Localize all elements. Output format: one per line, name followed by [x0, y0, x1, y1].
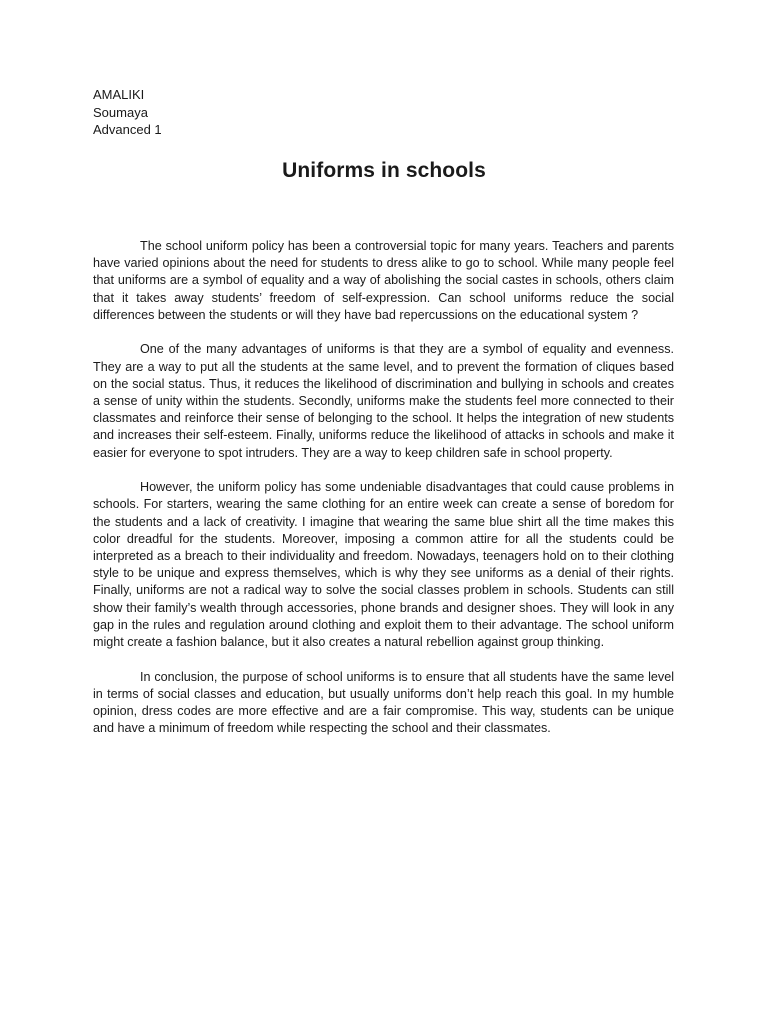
essay-body	[93, 238, 674, 755]
paragraph-conclusion: In conclusion, the purpose of school uniforms is to ensure that all students have the same level in terms of social classes and education, but usually uniforms don’t help reach this goal. In my humble opinion, dress codes are more effective and are a fair compromise. This way, students can be unique and have a minimum of freedom while respecting the school and their classmates.	[93, 669, 674, 736]
paragraph-advantages: One of the many advantages of uniforms is that they are a symbol of equality and evenness. They are a way to put all the students at the same level, and to prevent the formation of cliques based on the social status. Thus, it reduces the likelihood of discrimination and bullying in schools and creates a sense of unity within the students. Secondly, uniforms make the students feel more connected to their classmates and reinforce their sense of belonging to the school. It helps the integration of new students and increases their self-esteem. Finally, uniforms reduce the likelihood of attacks in schools and make it easier for everyone to spot intruders. They are a way to keep children safe in school property.	[93, 342, 674, 460]
author-header	[93, 86, 162, 139]
author-first-name: Soumaya	[93, 104, 148, 120]
document-title: Uniforms in schools	[282, 159, 486, 182]
class-level: Advanced 1	[93, 122, 162, 137]
paragraph-disadvantages: However, the uniform policy has some undeniable disadvantages that could cause problems in schools. For starters, wearing the same clothing for an entire week can create a sense of boredom for the students and a lack of creativity. I imagine that wearing the same blue shirt all the time makes this color dreadful for the students. Moreover, imposing a common attire for all the students could be interpreted as a breach to their individuality and freedom. Nowadays, teenagers hold on to their clothing style to be unique and express themselves, which is why they see uniforms as a denial of their rights. Finally, uniforms are not a radical way to solve the social classes problem in schools. Students can still show their family’s wealth through accessories, phone brands and designer shoes. They will look in any gap in the rules and regulation around clothing and exploit them to their advantage. The school uniform might create a fashion balance, but it also creates a natural rebellion against group thinking.	[93, 480, 674, 650]
paragraph-introduction: The school uniform policy has been a controversial topic for many years. Teachers and parents have varied opinions about the need for students to dress alike to go to school. While many people feel that uniforms are a symbol of equality and a way of abolishing the social castes in schools, others claim that it takes away students’ freedom of self-expression. Can school uniforms reduce the social differences between the students or will they have bad repercussions on the educational system ?	[93, 239, 674, 322]
author-surname: AMALIKI	[93, 87, 145, 102]
